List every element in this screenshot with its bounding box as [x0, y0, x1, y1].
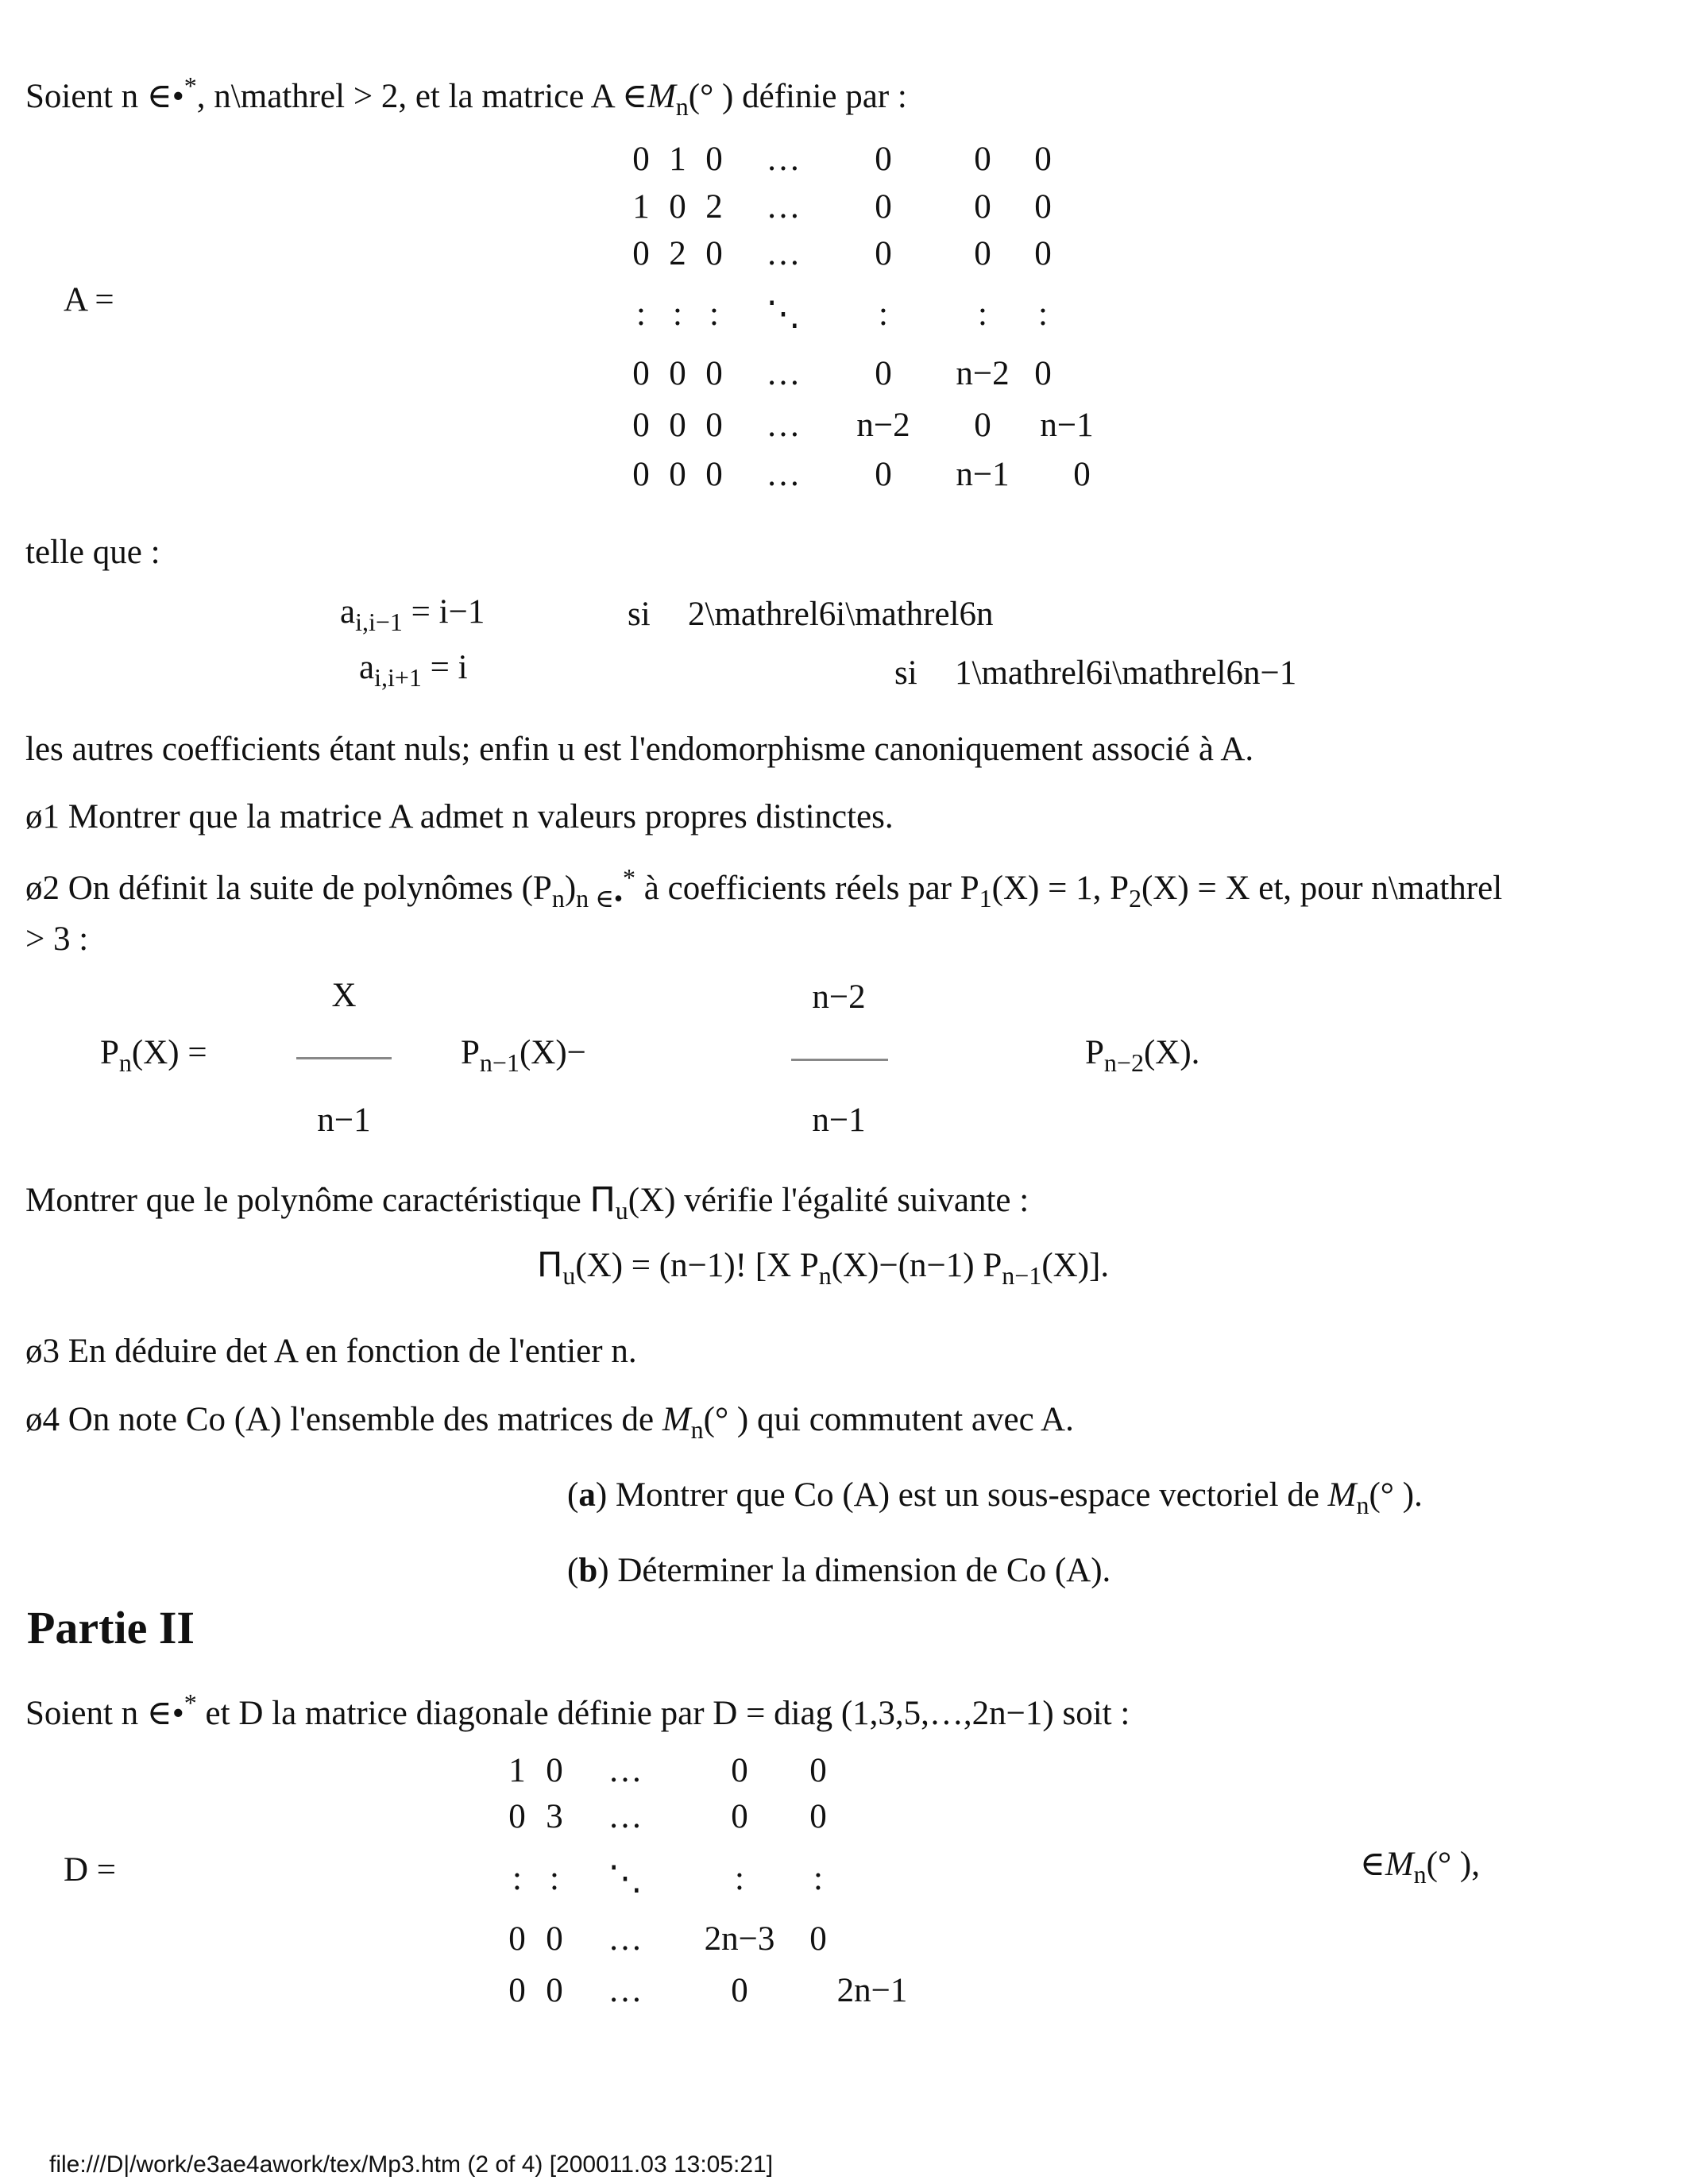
matrix-cell: 2: [705, 188, 723, 226]
matrix-cell: 1: [632, 188, 650, 226]
matrix-d-label: D =: [64, 1851, 117, 1889]
matrix-cell: 0: [546, 1752, 563, 1789]
matrix-cell: n−2: [956, 355, 1010, 392]
coefficients-note: les autres coefficients étant nuls; enfin u est l'endomorphisme canoniquement associé à A.: [25, 731, 1254, 768]
characteristic-polynomial-statement: Montrer que le polynôme caractéristique $\Pi_u(X)$ vérifie l'égalité suivante :: [25, 1180, 1029, 1225]
matrix-cell: …: [766, 407, 801, 444]
matrix-cell: 0: [974, 141, 991, 178]
matrix-cell: …: [766, 141, 801, 178]
matrix-cell: 0: [1073, 456, 1091, 493]
matrix-cell: 0: [875, 456, 892, 493]
condition-2-range: 1\mathrel6i\mathrel6n−1: [955, 654, 1297, 692]
matrix-cell: 0: [731, 1972, 748, 2009]
matrix-cell: 0: [705, 141, 723, 178]
matrix-cell: :: [879, 295, 888, 333]
intro-line: Soient n ∈•*, n\mathrel > 2, et la matrice A $\in M_n(^\circ$ ) définie par :: [25, 71, 907, 121]
condition-1-range: 2\mathrel6i\mathrel6n: [688, 596, 994, 633]
matrix-cell: …: [766, 456, 801, 493]
question-2: ø2 On définit la suite de polynômes $(P_n)_{n \in•}^*$ à coefficients réels par $P_1(X) = 1$, $P_2(X) = X$ et, pour n\mathrel: [25, 863, 1503, 913]
matrix-cell: 0: [731, 1752, 748, 1789]
matrix-cell: 0: [669, 188, 686, 226]
matrix-d-membership: $\in M_n(^\circ$ ),: [1360, 1846, 1481, 1889]
matrix-cell: 0: [809, 1798, 827, 1835]
fraction-2-numerator: n−2: [812, 978, 866, 1016]
matrix-cell: 0: [875, 188, 892, 226]
matrix-cell: 0: [875, 355, 892, 392]
matrix-cell: 0: [632, 355, 650, 392]
section-heading-partie-ii: Partie II: [27, 1602, 195, 1653]
question-4: ø4 On note Co (A) l'ensemble des matrices de $M_n(^\circ$ ) qui commutent avec A.: [25, 1401, 1074, 1444]
question-3: ø3 En déduire det A en fonction de l'entier n.: [25, 1333, 637, 1370]
matrix-cell: 0: [508, 1920, 526, 1958]
matrix-cell: :: [978, 295, 987, 333]
matrix-cell: 0: [974, 407, 991, 444]
matrix-cell: …: [766, 355, 801, 392]
matrix-cell: ⋱: [766, 295, 801, 333]
question-1: ø1 Montrer que la matrice A admet n valeurs propres distinctes.: [25, 798, 894, 835]
matrix-cell: 0: [546, 1920, 563, 1958]
matrix-cell: 0: [669, 407, 686, 444]
question-4a: (a) Montrer que Co (A) est un sous-espace vectoriel de $M_n(^\circ$ ).: [567, 1476, 1423, 1519]
matrix-cell: 0: [546, 1972, 563, 2009]
matrix-cell: 0: [632, 235, 650, 272]
matrix-cell: 0: [669, 456, 686, 493]
fraction-1-bar: [296, 1057, 392, 1059]
matrix-cell: 0: [1034, 355, 1052, 392]
matrix-cell: 0: [705, 235, 723, 272]
matrix-cell: ⋱: [608, 1860, 643, 1897]
matrix-cell: :: [636, 295, 646, 333]
part2-intro: Soient n ∈•* et D la matrice diagonale définie par D = diag (1,3,5,…,2n−1) soit :: [25, 1688, 1130, 1732]
recurrence-lhs: $P_n(X)$ =: [100, 1034, 207, 1077]
matrix-cell: 0: [632, 456, 650, 493]
matrix-cell: :: [673, 295, 682, 333]
matrix-cell: …: [608, 1972, 643, 2009]
matrix-cell: 0: [809, 1920, 827, 1958]
matrix-cell: :: [709, 295, 719, 333]
matrix-cell: 0: [632, 141, 650, 178]
matrix-cell: n−1: [956, 456, 1010, 493]
matrix-cell: …: [766, 188, 801, 226]
matrix-cell: :: [813, 1860, 823, 1897]
condition-2-si: si: [894, 654, 917, 692]
matrix-cell: 0: [669, 355, 686, 392]
page-footer-url: file:///D|/work/e3ae4awork/tex/Mp3.htm (2 of 4) [200011.03 13:05:21]: [49, 2151, 774, 2178]
matrix-cell: 0: [1034, 235, 1052, 272]
matrix-cell: …: [766, 235, 801, 272]
matrix-cell: 3: [546, 1798, 563, 1835]
matrix-cell: :: [550, 1860, 559, 1897]
recurrence-term-1: $P_{n-1}(X)-$: [461, 1034, 586, 1077]
matrix-cell: 0: [508, 1798, 526, 1835]
condition-1-si: si: [628, 596, 651, 633]
matrix-cell: 0: [705, 456, 723, 493]
matrix-cell: 0: [632, 407, 650, 444]
fraction-1-numerator: X: [331, 977, 357, 1014]
question-4b: (b) Déterminer la dimension de Co (A).: [567, 1552, 1111, 1589]
matrix-cell: 0: [809, 1752, 827, 1789]
matrix-cell: …: [608, 1920, 643, 1958]
matrix-cell: 2n−3: [704, 1920, 775, 1958]
matrix-cell: :: [735, 1860, 744, 1897]
matrix-cell: 0: [875, 235, 892, 272]
matrix-cell: 1: [508, 1752, 526, 1789]
matrix-cell: n−1: [1040, 407, 1094, 444]
matrix-cell: 0: [875, 141, 892, 178]
matrix-cell: …: [608, 1752, 643, 1789]
matrix-cell: 0: [974, 188, 991, 226]
matrix-cell: :: [512, 1860, 522, 1897]
matrix-cell: 0: [1034, 141, 1052, 178]
matrix-cell: 0: [705, 407, 723, 444]
matrix-a-label: A =: [64, 281, 114, 318]
matrix-cell: 1: [669, 141, 686, 178]
telle-que: telle que :: [25, 534, 160, 571]
condition-1-lhs: $a_{i,i-1} = i-1$: [340, 593, 485, 636]
fraction-2-bar: [791, 1059, 888, 1061]
fraction-2-denominator: n−1: [812, 1102, 866, 1139]
matrix-cell: 0: [731, 1798, 748, 1835]
condition-2-lhs: $a_{i,i+1} = i$: [359, 649, 468, 692]
recurrence-term-2: $P_{n-2}(X)$.: [1085, 1034, 1200, 1077]
matrix-cell: 0: [974, 235, 991, 272]
matrix-cell: 2: [669, 235, 686, 272]
matrix-cell: 0: [508, 1972, 526, 2009]
matrix-cell: 0: [705, 355, 723, 392]
matrix-cell: 2n−1: [836, 1972, 908, 2009]
matrix-cell: 0: [1034, 188, 1052, 226]
matrix-cell: n−2: [856, 407, 910, 444]
characteristic-polynomial-formula: $\Pi_u(X) = (n-1)$! [X $P_n(X)-(n-1)$ $P_{n-1}(X)$].: [537, 1245, 1110, 1290]
fraction-1-denominator: n−1: [317, 1102, 371, 1139]
question-2-line2: > 3 :: [25, 920, 89, 958]
matrix-cell: …: [608, 1798, 643, 1835]
matrix-cell: :: [1038, 295, 1048, 333]
